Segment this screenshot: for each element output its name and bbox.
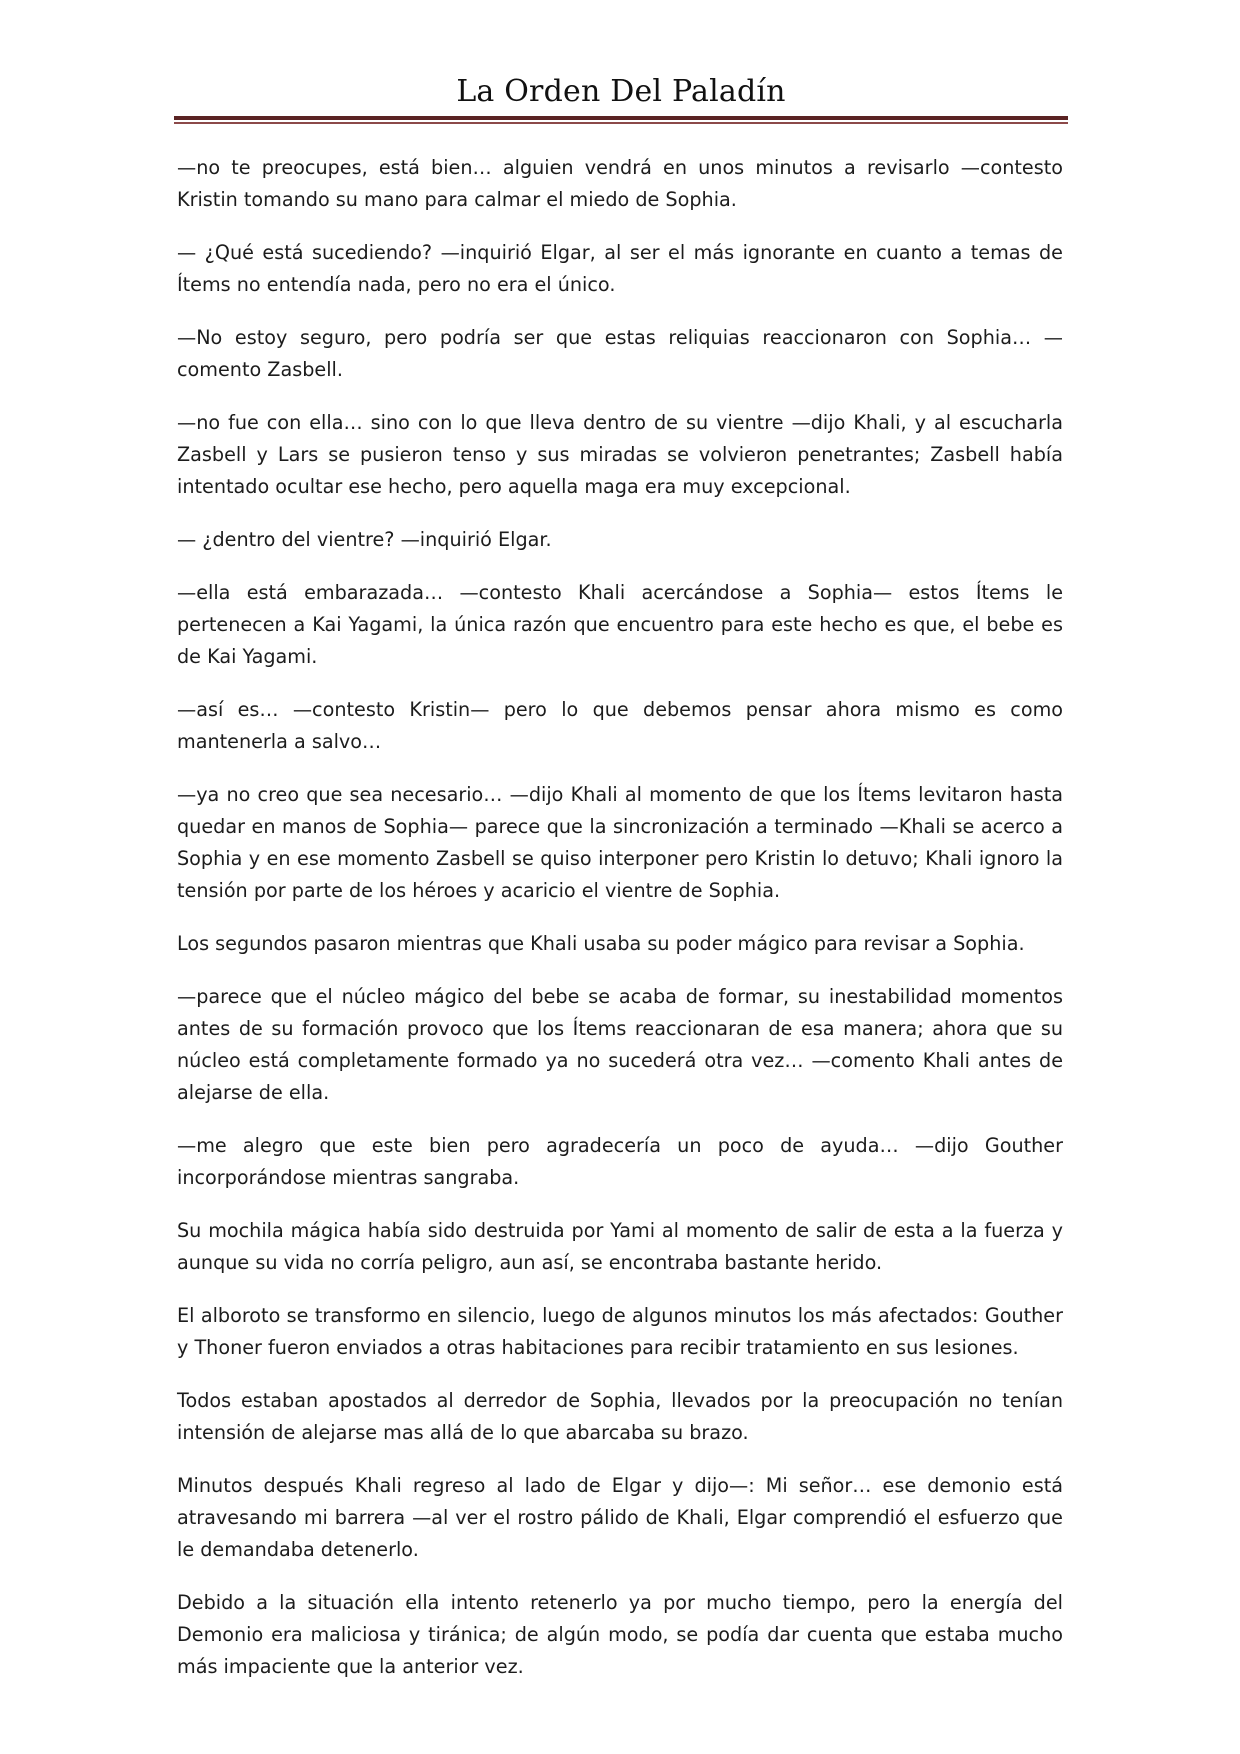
paragraph: —así es… —contesto Kristin— pero lo que debemos pensar ahora mismo es como mantenerla a salvo… <box>177 698 1063 753</box>
paragraph: Todos estaban apostados al derredor de Sophia, llevados por la preocupación no tenían intensión de alejarse mas allá de lo que abarcaba su brazo. <box>177 1389 1063 1444</box>
paragraph: El alboroto se transformo en silencio, luego de algunos minutos los más afectados: Gouther y Thoner fueron enviados a otras habitaciones para recibir tratamiento en sus lesiones. <box>177 1304 1063 1359</box>
body-text <box>177 152 1063 1704</box>
header-rule-thin <box>174 122 1068 124</box>
paragraph: Debido a la situación ella intento retenerlo ya por mucho tiempo, pero la energía del Demonio era maliciosa y tiránica; de algún modo, se podía dar cuenta que estaba mucho más impaciente que la anterior vez. <box>177 1591 1063 1678</box>
paragraph: —ella está embarazada… —contesto Khali acercándose a Sophia— estos Ítems le pertenecen a Kai Yagami, la única razón que encuentro para este hecho es que, el bebe es de Kai Yagami. <box>177 581 1063 668</box>
paragraph: — ¿dentro del vientre? —inquirió Elgar. <box>177 528 552 551</box>
paragraph: —me alegro que este bien pero agradecería un poco de ayuda… —dijo Gouther incorporándose mientras sangraba. <box>177 1134 1063 1189</box>
page-header <box>174 72 1068 112</box>
paragraph: —parece que el núcleo mágico del bebe se acaba de formar, su inestabilidad momentos antes de su formación provoco que los Ítems reaccionaran de esa manera; ahora que su núcleo está completamente formado ya no sucederá otra vez… —comento Khali antes de alejarse de ella. <box>177 985 1063 1104</box>
header-rule <box>174 116 1068 124</box>
paragraph: Minutos después Khali regreso al lado de Elgar y dijo—: Mi señor… ese demonio está atravesando mi barrera —al ver el rostro pálido de Khali, Elgar comprendió el esfuerzo que le demandaba detenerlo. <box>177 1474 1063 1561</box>
paragraph: —no te preocupes, está bien… alguien vendrá en unos minutos a revisarlo —contesto Kristin tomando su mano para calmar el miedo de Sophia. <box>177 156 1063 211</box>
paragraph: Los segundos pasaron mientras que Khali usaba su poder mágico para revisar a Sophia. <box>177 932 1025 955</box>
paragraph: —ya no creo que sea necesario… —dijo Khali al momento de que los Ítems levitaron hasta quedar en manos de Sophia— parece que la sincronización a terminado —Khali se acerco a Sophia y en ese momento Zasbell se quiso interponer pero Kristin lo detuvo; Khali ignoro la tensión por parte de los héroes y acaricio el vientre de Sophia. <box>177 783 1063 902</box>
paragraph: — ¿Qué está sucediendo? —inquirió Elgar, al ser el más ignorante en cuanto a temas de Ítems no entendía nada, pero no era el único. <box>177 241 1063 296</box>
paragraph: —no fue con ella… sino con lo que lleva dentro de su vientre —dijo Khali, y al escucharla Zasbell y Lars se pusieron tenso y sus miradas se volvieron penetrantes; Zasbell había intentado ocultar ese hecho, pero aquella maga era muy excepcional. <box>177 411 1063 498</box>
book-title: La Orden Del Paladín <box>456 74 786 109</box>
paragraph: —No estoy seguro, pero podría ser que estas reliquias reaccionaron con Sophia… —comento Zasbell. <box>177 326 1063 381</box>
paragraph: Su mochila mágica había sido destruida por Yami al momento de salir de esta a la fuerza y aunque su vida no corría peligro, aun así, se encontraba bastante herido. <box>177 1219 1063 1274</box>
